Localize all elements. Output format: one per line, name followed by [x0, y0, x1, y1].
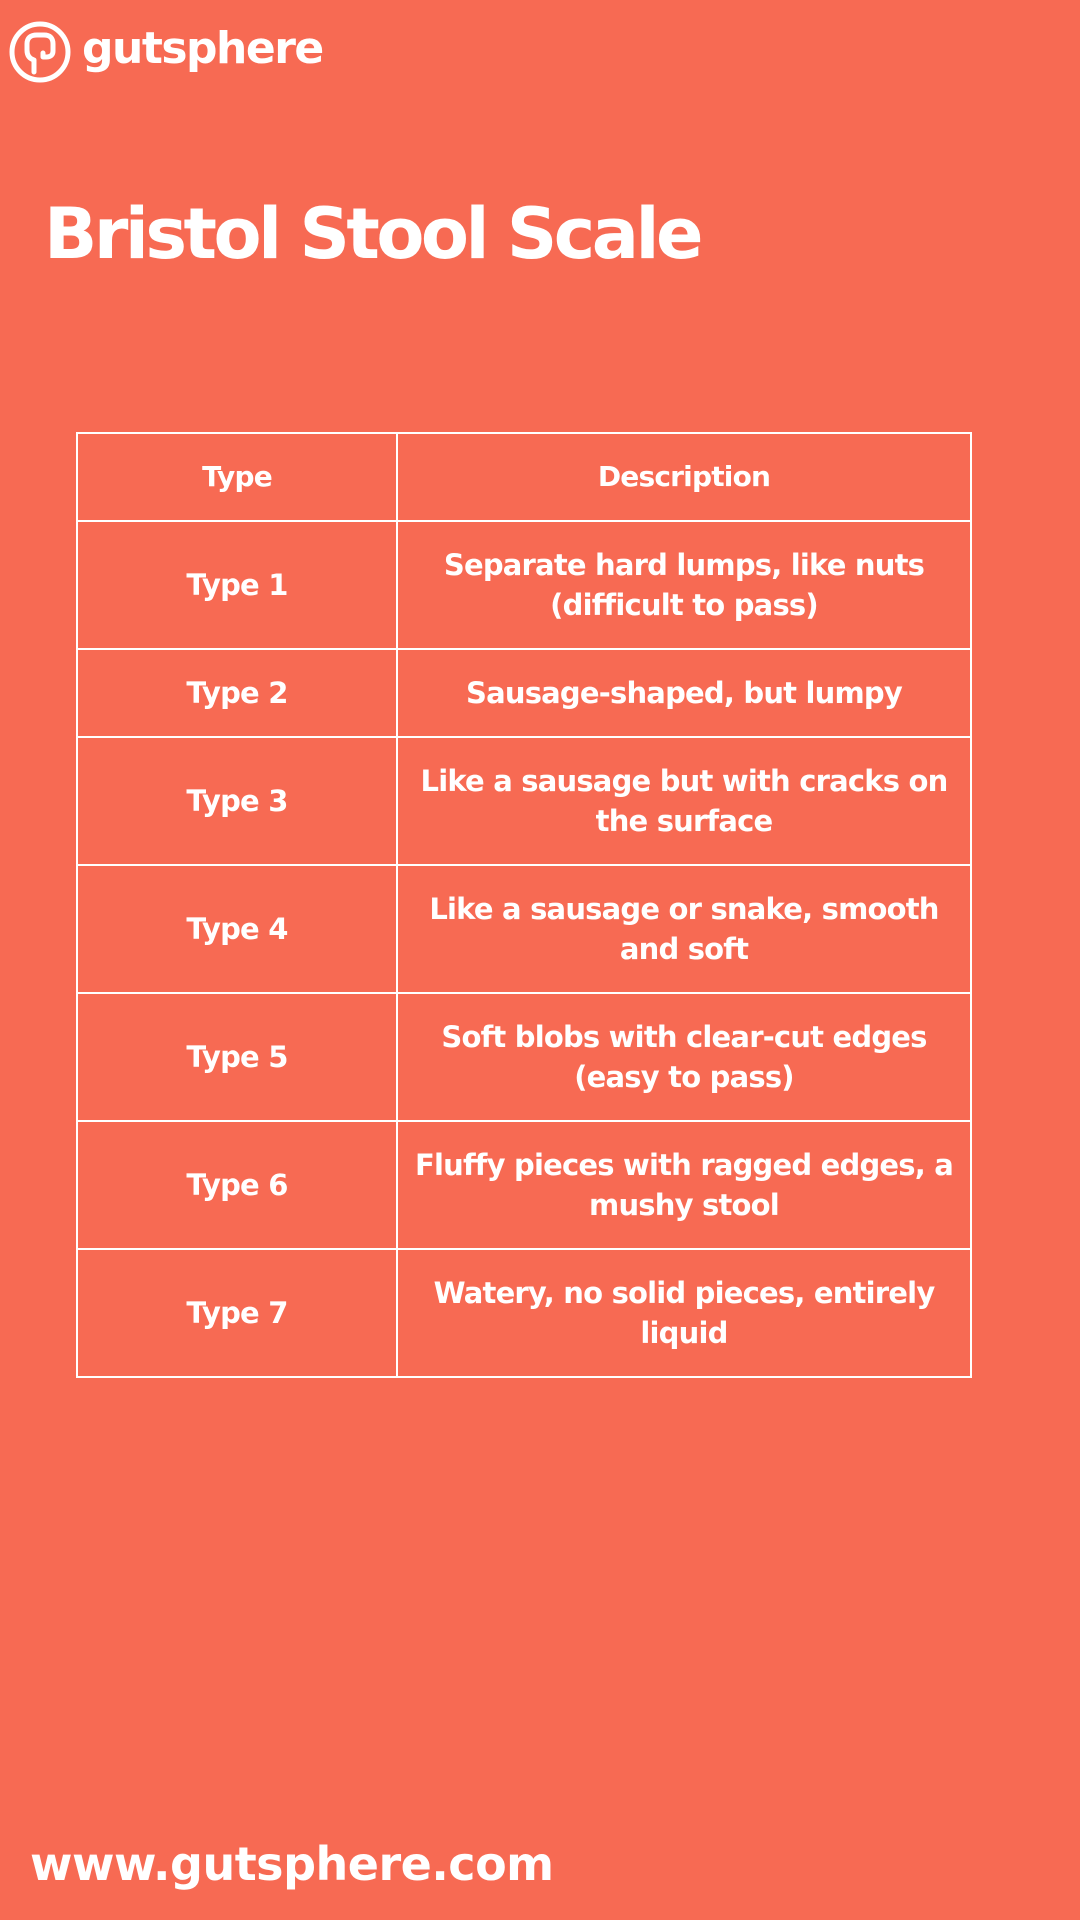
- table-row: [77, 1249, 971, 1377]
- type-cell: Type 4: [77, 865, 397, 993]
- table-header-row: [77, 433, 971, 521]
- brand-name: gutsphere: [82, 23, 323, 74]
- description-cell: Fluffy pieces with ragged edges, a mushy stool: [397, 1121, 971, 1249]
- gut-intestine-icon: [8, 20, 72, 84]
- description-cell: Sausage-shaped, but lumpy: [397, 649, 971, 737]
- description-cell: Like a sausage or snake, smooth and soft: [397, 865, 971, 993]
- table-row: [77, 1121, 971, 1249]
- bristol-scale-table: [76, 432, 972, 1378]
- table-row: [77, 993, 971, 1121]
- type-cell: Type 7: [77, 1249, 397, 1377]
- table-row: [77, 649, 971, 737]
- table-row: [77, 865, 971, 993]
- type-cell: Type 1: [77, 521, 397, 649]
- type-cell: Type 2: [77, 649, 397, 737]
- description-cell: Separate hard lumps, like nuts (difficult to pass): [397, 521, 971, 649]
- description-cell: Soft blobs with clear-cut edges (easy to pass): [397, 993, 971, 1121]
- page-title: Bristol Stool Scale: [44, 193, 700, 275]
- type-cell: Type 5: [77, 993, 397, 1121]
- description-cell: Watery, no solid pieces, entirely liquid: [397, 1249, 971, 1377]
- description-cell: Like a sausage but with cracks on the surface: [397, 737, 971, 865]
- type-cell: Type 6: [77, 1121, 397, 1249]
- header-description: Description: [397, 433, 971, 521]
- table-row: [77, 521, 971, 649]
- type-cell: Type 3: [77, 737, 397, 865]
- header-type: Type: [77, 433, 397, 521]
- brand-header: [8, 20, 323, 84]
- table-row: [77, 737, 971, 865]
- website-url: www.gutsphere.com: [30, 1837, 554, 1891]
